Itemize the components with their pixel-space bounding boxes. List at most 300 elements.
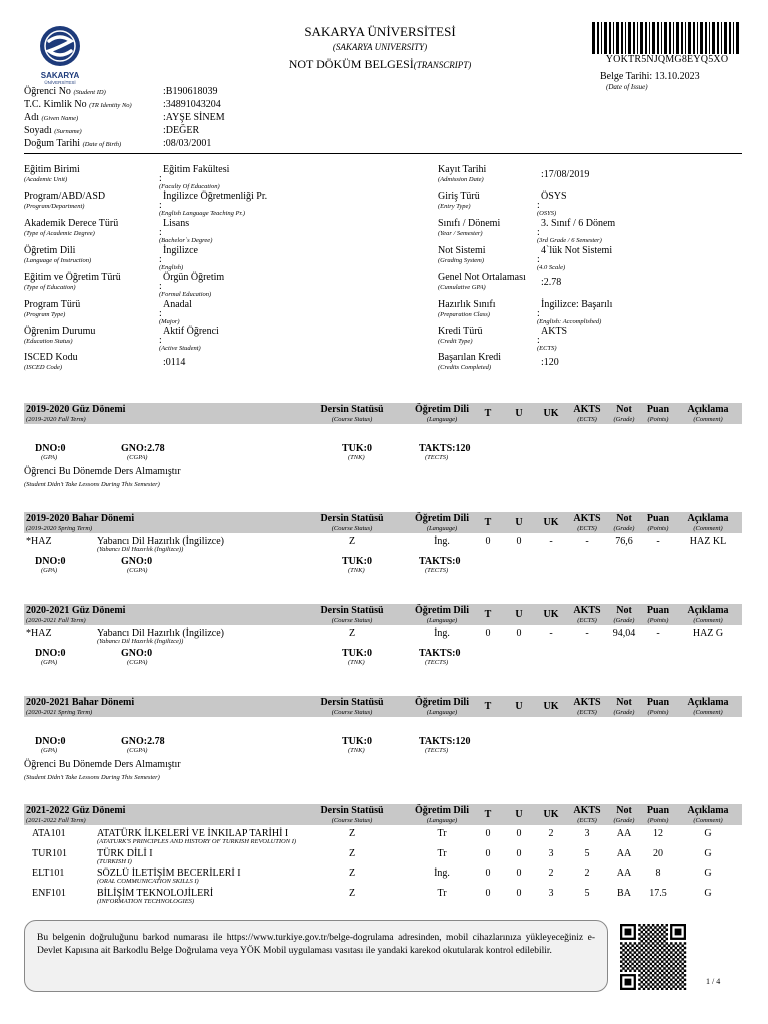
course-akts: 3 xyxy=(584,828,590,839)
qr-module xyxy=(638,988,640,990)
qr-module xyxy=(670,974,672,976)
qr-module xyxy=(650,931,652,933)
course-t: 0 xyxy=(485,628,491,639)
info-value-text: 120 xyxy=(543,357,559,368)
column-label: Öğretim Dili xyxy=(415,805,469,816)
semester-title xyxy=(26,698,134,717)
qr-module xyxy=(640,963,642,965)
barcode-bar xyxy=(597,22,599,54)
qr-module xyxy=(670,942,672,944)
qr-module xyxy=(631,954,633,956)
qr-module xyxy=(656,938,658,940)
summary-tuk-en: (TNK) xyxy=(348,454,365,461)
summary-gno xyxy=(121,736,165,754)
course-t: 0 xyxy=(485,848,491,859)
column-label: UK xyxy=(543,408,559,419)
column-label-en: (Comment) xyxy=(693,817,723,824)
summary-gno-value: GNO:0 xyxy=(121,648,153,659)
summary-takts-en: (TECTS) xyxy=(425,567,449,574)
qr-module xyxy=(638,965,640,967)
qr-module xyxy=(656,988,658,990)
summary-gno xyxy=(121,648,152,666)
column-label: Not xyxy=(616,404,632,415)
qr-module xyxy=(672,963,674,965)
qr-module xyxy=(645,963,647,965)
qr-module xyxy=(652,979,654,981)
barcode-bar xyxy=(685,22,686,54)
qr-module xyxy=(679,988,681,990)
column-label: T xyxy=(484,408,492,419)
column-label: T xyxy=(484,609,492,620)
summary-gno-value: GNO:2.78 xyxy=(121,443,165,454)
course-row xyxy=(24,828,742,848)
qr-module xyxy=(656,956,658,958)
field-label-en: (Credits Completed) xyxy=(438,364,492,371)
column-comment xyxy=(668,698,748,717)
column-label-en: (Comment) xyxy=(693,525,723,532)
qr-module xyxy=(638,938,640,940)
info-field-value: İngilizce: Başarılı : (English: Accomplished) xyxy=(537,299,613,325)
qr-module xyxy=(666,979,668,981)
course-code: *HAZ xyxy=(26,628,52,639)
qr-module xyxy=(661,924,663,926)
qr-module xyxy=(645,958,647,960)
qr-module xyxy=(666,929,668,931)
summary-takts-en: (TECTS) xyxy=(425,454,449,461)
qr-module xyxy=(622,944,624,946)
logo-text: SAKARYA xyxy=(40,71,80,80)
qr-module xyxy=(661,983,663,985)
course-status: Z xyxy=(348,828,356,839)
barcode-bar xyxy=(609,22,611,54)
field-label-tr: Genel Not Ortalaması xyxy=(438,272,526,283)
summary-dno xyxy=(35,736,66,754)
qr-module xyxy=(679,942,681,944)
qr-module xyxy=(629,970,631,972)
field-label-tr: Akademik Derece Türü xyxy=(24,218,119,229)
qr-module xyxy=(629,942,631,944)
student-field-label xyxy=(24,86,106,97)
qr-module xyxy=(663,931,665,933)
qr-module xyxy=(652,960,654,962)
qr-module xyxy=(636,954,638,956)
info-field-value: Aktif Öğrenci : (Active Student) xyxy=(159,326,219,352)
qr-module xyxy=(684,960,686,962)
barcode-bar xyxy=(681,22,683,54)
info-field-value: Lisans : (Bachelor`s Degree) xyxy=(159,218,213,244)
field-label-en: (Grading System) xyxy=(438,257,485,264)
qr-module xyxy=(666,942,668,944)
qr-module xyxy=(656,924,658,926)
qr-module xyxy=(668,976,670,978)
course-comment: G xyxy=(704,888,712,899)
qr-module xyxy=(636,963,638,965)
column-label: Puan xyxy=(646,605,670,616)
semester-title xyxy=(26,806,125,825)
qr-module xyxy=(650,976,652,978)
qr-module xyxy=(647,929,649,931)
course-t: 0 xyxy=(485,868,491,879)
summary-tuk-value: TUK:0 xyxy=(342,736,372,747)
column-label-en: (Points) xyxy=(647,709,669,716)
qr-module xyxy=(625,942,627,944)
qr-module xyxy=(663,972,665,974)
course-u: 0 xyxy=(516,888,522,899)
qr-module xyxy=(636,944,638,946)
course-status: Z xyxy=(348,868,356,879)
course-akts: 5 xyxy=(584,848,590,859)
qr-module xyxy=(622,963,624,965)
qr-module xyxy=(647,924,649,926)
column-comment xyxy=(668,806,748,825)
info-value-text: Anadal xyxy=(163,299,192,310)
qr-module xyxy=(652,988,654,990)
summary-takts-value: TAKTS:0 xyxy=(419,556,461,567)
qr-module xyxy=(666,924,668,926)
qr-module xyxy=(656,947,658,949)
course-name: Yabancı Dil Hazırlık (İngilizce) xyxy=(97,628,224,639)
course-lang: İng. xyxy=(434,536,450,547)
qr-module xyxy=(661,942,663,944)
info-value-en: (Major) xyxy=(159,318,180,325)
qr-module xyxy=(629,947,631,949)
column-label-en: (Comment) xyxy=(693,709,723,716)
semester-header-bar xyxy=(24,804,742,825)
course-u: 0 xyxy=(516,536,522,547)
field-label-en: (Academic Unit) xyxy=(24,176,68,183)
summary-takts xyxy=(419,556,461,574)
qr-module xyxy=(650,981,652,983)
course-name-en: (TURKISH I) xyxy=(97,858,132,865)
student-field-value: :B190618039 xyxy=(163,86,218,97)
qr-module xyxy=(654,958,656,960)
semester-title-tr: 2019-2020 Bahar Dönemi xyxy=(26,513,135,524)
barcode-bar xyxy=(688,22,691,54)
qr-module xyxy=(663,954,665,956)
info-field-label xyxy=(24,245,91,265)
qr-module xyxy=(652,929,654,931)
qr-module xyxy=(679,960,681,962)
qr-module xyxy=(638,933,640,935)
barcode-bar xyxy=(729,22,731,54)
qr-module xyxy=(659,954,661,956)
qr-module xyxy=(620,970,622,972)
qr-module xyxy=(638,974,640,976)
qr-module xyxy=(650,958,652,960)
course-status: Z xyxy=(348,848,356,859)
qr-module xyxy=(622,954,624,956)
course-lang: Tr xyxy=(437,848,447,859)
column-label: Dersin Statüsü xyxy=(320,513,384,524)
column-label-en: (Language) xyxy=(426,709,458,716)
qr-module xyxy=(629,960,631,962)
semester-header-bar xyxy=(24,512,742,533)
qr-module xyxy=(684,951,686,953)
field-label-tr: Doğum Tarihi xyxy=(24,138,81,149)
no-lessons-text: Öğrenci Bu Dönemde Ders Almamıştır xyxy=(24,759,181,770)
column-label: AKTS xyxy=(573,697,601,708)
info-value-text: 3. Sınıf / 6 Dönem xyxy=(541,218,616,229)
column-label: Dersin Statüsü xyxy=(320,697,384,708)
qr-finder xyxy=(675,929,682,936)
course-uk: 2 xyxy=(548,828,554,839)
info-value-text: AKTS xyxy=(541,326,568,337)
qr-module xyxy=(645,931,647,933)
qr-module xyxy=(652,974,654,976)
qr-module xyxy=(659,944,661,946)
info-field-value: 4`lük Not Sistemi : (4.0 Scale) xyxy=(537,245,613,271)
info-value-text: Lisans xyxy=(163,218,190,229)
barcode-bar xyxy=(645,22,647,54)
column-comment xyxy=(668,514,748,533)
qr-module xyxy=(638,956,640,958)
qr-module xyxy=(625,947,627,949)
qr-module xyxy=(675,947,677,949)
qr-module xyxy=(670,951,672,953)
field-label-tr: Başarılan Kredi xyxy=(438,352,502,363)
column-comment xyxy=(668,606,748,625)
qr-module xyxy=(640,949,642,951)
qr-module xyxy=(625,951,627,953)
column-label-en: (Grade) xyxy=(613,416,635,423)
qr-module xyxy=(650,985,652,987)
info-value-en: (Formal Education) xyxy=(159,291,212,298)
barcode-bar xyxy=(712,22,715,54)
qr-module xyxy=(627,963,629,965)
barcode-bar xyxy=(705,22,707,54)
course-row xyxy=(24,848,742,868)
semester-title-en: (2020-2021 Fall Term) xyxy=(26,617,86,624)
qr-module xyxy=(677,972,679,974)
qr-module xyxy=(681,949,683,951)
course-grade: AA xyxy=(616,828,632,839)
qr-module xyxy=(659,967,661,969)
course-grade: 76,6 xyxy=(615,536,633,547)
course-name: Yabancı Dil Hazırlık (İngilizce) xyxy=(97,536,224,547)
qr-module xyxy=(681,972,683,974)
qr-module xyxy=(645,926,647,928)
info-field-value: :2.78 xyxy=(541,277,562,288)
qr-module xyxy=(627,954,629,956)
qr-module xyxy=(677,958,679,960)
qr-module xyxy=(647,938,649,940)
qr-module xyxy=(647,960,649,962)
qr-module xyxy=(661,938,663,940)
column-label: Öğretim Dili xyxy=(415,404,469,415)
column-label: Puan xyxy=(646,697,670,708)
qr-module xyxy=(666,951,668,953)
course-name: SÖZLÜ İLETİŞİM BECERİLERİ I xyxy=(97,868,241,879)
column-label-en: (Language) xyxy=(426,817,458,824)
qr-module xyxy=(677,949,679,951)
column-label: UK xyxy=(543,609,559,620)
course-u: 0 xyxy=(516,828,522,839)
column-label-en: (Language) xyxy=(426,617,458,624)
qr-module xyxy=(661,933,663,935)
qr-module xyxy=(654,972,656,974)
student-field-label xyxy=(24,99,132,110)
qr-module xyxy=(677,954,679,956)
course-t: 0 xyxy=(485,828,491,839)
column-comment xyxy=(668,405,748,424)
qr-module xyxy=(650,949,652,951)
qr-module xyxy=(668,963,670,965)
column-label-en: (ECTS) xyxy=(577,709,597,716)
qr-module xyxy=(640,958,642,960)
qr-module xyxy=(670,956,672,958)
info-field-label xyxy=(438,299,496,319)
info-value-text: İngilizce xyxy=(163,245,198,256)
qr-module xyxy=(677,963,679,965)
column-course-status xyxy=(312,514,392,533)
qr-module xyxy=(620,965,622,967)
qr-module xyxy=(663,967,665,969)
qr-module xyxy=(625,970,627,972)
field-label-tr: Program/ABD/ASD xyxy=(24,191,106,202)
qr-module xyxy=(668,944,670,946)
info-field-value: Örgün Öğretim : (Formal Education) xyxy=(159,272,225,298)
field-label-en: (Education Status) xyxy=(24,338,73,345)
qr-module xyxy=(627,944,629,946)
info-value-text: İngilizce: Başarılı xyxy=(541,299,613,310)
qr-module xyxy=(650,926,652,928)
column-label-en: (Grade) xyxy=(613,817,635,824)
qr-module xyxy=(656,974,658,976)
barcode-bar xyxy=(601,22,602,54)
qr-module xyxy=(627,949,629,951)
qr-module xyxy=(638,983,640,985)
info-field-label xyxy=(24,352,78,372)
no-lessons-text-en: (Student Didn't Take Lessons During This Semester) xyxy=(24,481,160,488)
semester-title-tr: 2020-2021 Güz Dönemi xyxy=(26,605,126,616)
qr-module xyxy=(652,951,654,953)
field-label-en: (Program Type) xyxy=(24,311,66,318)
barcode-bar xyxy=(649,22,650,54)
qr-module xyxy=(656,970,658,972)
qr-module xyxy=(634,965,636,967)
summary-gno-en: (CGPA) xyxy=(127,454,148,461)
qr-module xyxy=(675,988,677,990)
course-row xyxy=(24,868,742,888)
column-label-en: (Grade) xyxy=(613,709,635,716)
barcode-bar xyxy=(676,22,679,54)
course-name-en: (Yabancı Dil Hazırlık (İngilizce)) xyxy=(97,638,184,645)
qr-module xyxy=(668,972,670,974)
qr-module xyxy=(643,974,645,976)
column-label: U xyxy=(515,609,523,620)
qr-module xyxy=(670,970,672,972)
summary-tuk-value: TUK:0 xyxy=(342,443,372,454)
course-comment: G xyxy=(704,848,712,859)
course-akts: 5 xyxy=(584,888,590,899)
qr-module xyxy=(638,929,640,931)
qr-module xyxy=(668,981,670,983)
column-course-status xyxy=(312,405,392,424)
course-points: - xyxy=(656,536,660,547)
qr-module xyxy=(684,983,686,985)
course-grade: AA xyxy=(616,868,632,879)
summary-takts xyxy=(419,736,471,754)
summary-tuk-en: (TNK) xyxy=(348,659,365,666)
qr-module xyxy=(659,985,661,987)
course-akts: 2 xyxy=(584,868,590,879)
qr-module xyxy=(663,935,665,937)
qr-module xyxy=(684,947,686,949)
field-label-tr: Öğrenci No xyxy=(24,86,71,97)
info-field-label xyxy=(438,191,480,211)
column-label: U xyxy=(515,517,523,528)
qr-module xyxy=(643,951,645,953)
field-label-tr: Soyadı xyxy=(24,125,52,136)
info-field-label xyxy=(438,245,486,265)
qr-module xyxy=(645,976,647,978)
qr-module xyxy=(681,958,683,960)
qr-module xyxy=(640,981,642,983)
barcode-bar xyxy=(693,22,695,54)
column-label: T xyxy=(484,701,492,712)
info-field-label xyxy=(438,352,501,372)
column-label: AKTS xyxy=(573,805,601,816)
column-label: UK xyxy=(543,517,559,528)
column-label-en: (Comment) xyxy=(693,416,723,423)
semester-title-tr: 2019-2020 Güz Dönemi xyxy=(26,404,126,415)
qr-module xyxy=(684,974,686,976)
qr-module xyxy=(661,960,663,962)
qr-module xyxy=(672,967,674,969)
qr-module xyxy=(640,935,642,937)
summary-dno-value: DNO:0 xyxy=(35,736,66,747)
course-uk: 2 xyxy=(548,868,554,879)
qr-module xyxy=(638,960,640,962)
column-label: Not xyxy=(616,513,632,524)
qr-module xyxy=(663,976,665,978)
info-field-label xyxy=(24,299,80,319)
field-label-en: (Type of Academic Degree) xyxy=(24,230,95,237)
course-u: 0 xyxy=(516,848,522,859)
course-row xyxy=(24,888,742,908)
qr-module xyxy=(663,944,665,946)
qr-module xyxy=(652,924,654,926)
qr-module xyxy=(677,967,679,969)
qr-module xyxy=(675,983,677,985)
qr-module xyxy=(666,970,668,972)
column-label-en: (ECTS) xyxy=(577,416,597,423)
field-label-en: (ISCED Code) xyxy=(24,364,63,371)
qr-module xyxy=(672,985,674,987)
qr-module xyxy=(670,983,672,985)
summary-dno-en: (GPA) xyxy=(41,567,58,574)
semester-title-en: (2020-2021 Spring Term) xyxy=(26,709,93,716)
qr-module xyxy=(643,933,645,935)
field-label-tr: Sınıfı / Dönemi xyxy=(438,218,501,229)
course-grade: 94,04 xyxy=(612,628,636,639)
column-label: Puan xyxy=(646,513,670,524)
info-value-en: (OSYS) xyxy=(537,210,557,217)
document-title xyxy=(240,57,520,72)
qr-module xyxy=(675,979,677,981)
course-status: Z xyxy=(348,536,356,547)
course-grade: BA xyxy=(617,888,631,899)
qr-module xyxy=(650,940,652,942)
info-value-text: 17/08/2019 xyxy=(543,169,590,180)
summary-tuk xyxy=(342,443,372,461)
qr-module xyxy=(675,942,677,944)
semester-title-tr: 2021-2022 Güz Dönemi xyxy=(26,805,126,816)
field-label-en: (Type of Education) xyxy=(24,284,76,291)
qr-module xyxy=(640,976,642,978)
qr-module xyxy=(668,967,670,969)
qr-module xyxy=(620,951,622,953)
